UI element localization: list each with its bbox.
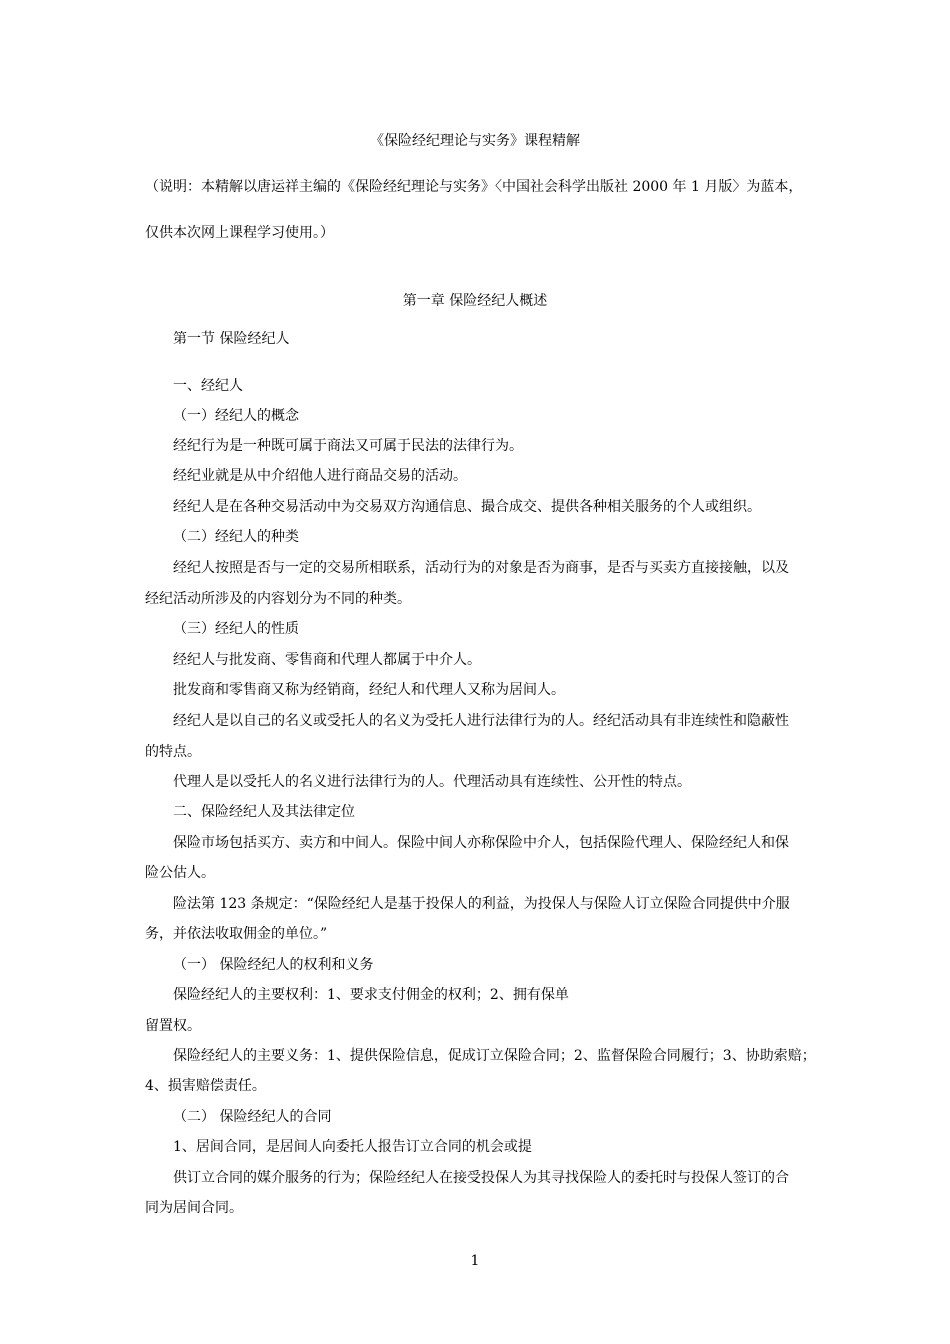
paragraph-line: 经纪行为是一种既可属于商法又可属于民法的法律行为。 [173, 438, 523, 454]
paragraph-line: 代理人是以受托人的名义进行法律行为的人。代理活动具有连续性、公开性的特点。 [173, 774, 691, 790]
paragraph-line: 留置权。 [145, 1018, 201, 1034]
paragraph-line: 经纪人是以自己的名义或受托人的名义为受托人进行法律行为的人。经纪活动具有非连续性和隐蔽性 [173, 713, 789, 729]
paragraph-line: 4、损害赔偿责任。 [145, 1078, 266, 1094]
paragraph-line: 供订立合同的媒介服务的行为；保险经纪人在接受投保人为其寻找保险人的委托时与投保人签订的合 [173, 1170, 789, 1186]
heading-level-2: （一） 保险经纪人的权利和义务 [173, 957, 374, 973]
paragraph-line: 险法第 123 条规定：“保险经纪人是基于投保人的利益，为投保人与保险人订立保险合同提供中介服 [173, 896, 790, 912]
paragraph-line: 同为居间合同。 [145, 1200, 243, 1216]
page-number: 1 [470, 1253, 480, 1269]
paragraph-line: 批发商和零售商又称为经销商，经纪人和代理人又称为居间人。 [173, 682, 565, 698]
paragraph-line: 经纪活动所涉及的内容划分为不同的种类。 [145, 591, 411, 607]
heading-level-1: 一、经纪人 [173, 378, 243, 394]
document-title: 《保险经纪理论与实务》课程精解 [370, 133, 580, 149]
paragraph-line: 1、居间合同，是居间人向委托人报告订立合同的机会或提 [173, 1139, 532, 1155]
paragraph-line: 经纪人与批发商、零售商和代理人都属于中介人。 [173, 652, 481, 668]
heading-level-1: 二、保险经纪人及其法律定位 [173, 804, 355, 820]
paragraph-line: 务，并依法收取佣金的单位。” [145, 926, 328, 942]
note-line-1: （说明：本精解以唐运祥主编的《保险经纪理论与实务》〈中国社会科学出版社 2000 年 1 月版〉为蓝本， [145, 179, 803, 195]
paragraph-line: 保险经纪人的主要义务：1、提供保险信息，促成订立保险合同；2、监督保险合同履行；3、协助索赔； [173, 1048, 816, 1064]
paragraph-line: 经纪业就是从中介绍他人进行商品交易的活动。 [173, 468, 467, 484]
chapter-title: 第一章 保险经纪人概述 [402, 293, 548, 309]
heading-level-2: （三）经纪人的性质 [173, 621, 299, 637]
paragraph-line: 险公估人。 [145, 865, 215, 881]
paragraph-line: 经纪人是在各种交易活动中为交易双方沟通信息、撮合成交、提供各种相关服务的个人或组织。 [173, 499, 761, 515]
heading-level-2: （二）经纪人的种类 [173, 529, 299, 545]
paragraph-line: 保险经纪人的主要权利：1、要求支付佣金的权利；2、拥有保单 [173, 987, 569, 1003]
paragraph-line: 保险市场包括买方、卖方和中间人。保险中间人亦称保险中介人，包括保险代理人、保险经纪人和保 [173, 835, 789, 851]
section-title: 第一节 保险经纪人 [173, 331, 290, 347]
paragraph-line: 经纪人按照是否与一定的交易所相联系，活动行为的对象是否为商事，是否与买卖方直接接触，以及 [173, 560, 789, 576]
heading-level-2: （二） 保险经纪人的合同 [173, 1109, 332, 1125]
note-line-2: 仅供本次网上课程学习使用。） [145, 225, 334, 241]
heading-level-2: （一）经纪人的概念 [173, 408, 299, 424]
paragraph-line: 的特点。 [145, 744, 201, 760]
